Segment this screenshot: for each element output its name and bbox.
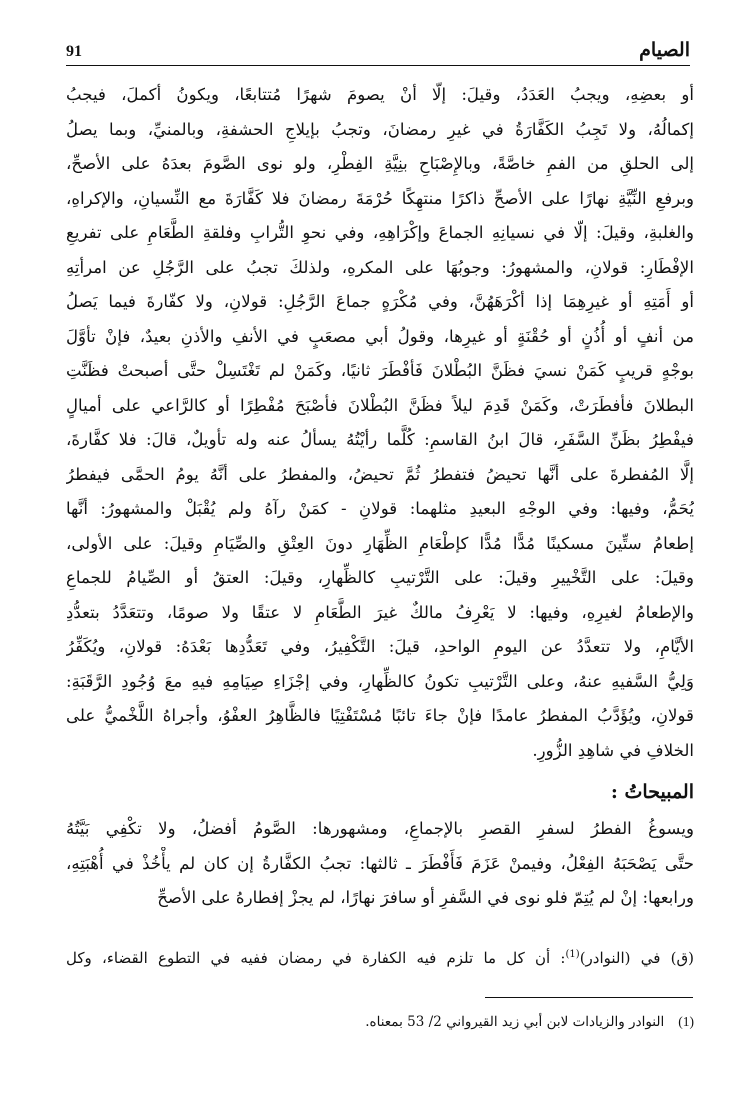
text-line: إلى الحلقِ من الفمِ خاصَّةً، وبالإِصْبَاحِ بنِيَّةِ الفِطْرِ، ولو نوى الصَّومَ بعدَهُ على الأصحِّ، [66,154,694,173]
text-line: الخلافِ في شاهِدِ الزُّورِ. [532,740,694,760]
paragraph-1 [66,78,694,768]
text-line: وبرفعِ النِّيَّةِ نهارًا على الأصحِّ ذاكرًا منتهِكًا حُرْمَةَ رمضانَ فلا كَفَّارَةَ مع النِّسيانِ، والإكراهِ، [66,188,694,208]
text-line: إلَّا المُفطرةَ على أنَّها تحيضُ فتفطرُ ثُمَّ تحيضُ، والمفطرُ على أنَّهُ يومُ الحمَّى فيفطرُ [66,464,694,484]
running-header [66,36,690,66]
text-line: يُحَمُّ، وفيها: وفي الوجْهِ البعيدِ مثلهما: قولانِ - كمَنْ رآهُ ولم يُقْبَلْ والمشهورُ: أنَّها [66,499,694,518]
footnote-divider [485,997,693,998]
main-text [66,78,694,916]
text-line: البطلانَ فأفطَرَتْ، وكَمَنْ قَدِمَ ليلاً فظَنَّ البُطْلانَ فأصْبَحَ مُفْطِرًا أو كالرَّاعي على أميالٍ [66,395,694,415]
footnote-number: (1) [678,1014,694,1029]
text-line: من أنفٍ أو أُذُنٍ أو حُقْنَةٍ أو غيرِها، وقولُ أبي مصعَبٍ في الأنفِ والأذنِ بعيدٌ، فإنْ تأوَّلَ [66,326,694,346]
note-marker: (ق) [670,949,694,967]
footnote-text: النوادر والزيادات لابن أبي زيد القيرواني 2/ 53 بمعناه. [365,1014,665,1030]
note-text: : أن كل ما تلزم فيه الكفارة في رمضان ففيه في التطوع القضاء، وكل [66,949,566,967]
footnote [66,1010,694,1034]
text-line: وقيلَ: على التَّخْييرِ وقيلَ: على التَّرْتيبِ كالظِّهارِ، وقيلَ: العتقُ أو الصِّيامُ للجماعِ [66,568,694,587]
text-line: والإطعامُ لغيرِهِ، وفيها: لا يَعْرِفُ مالكٌ غيرَ الطَّعَامِ لا عتقًا ولا صومًا، وتتعَدَّدُ بتعدُّدِ [66,602,694,622]
text-line: أو بعضِهِ، ويجبُ العَدَدُ، وقيلَ: إلّا أنْ يصومَ شهرًا مُتتابعًا، ويكونُ أكملَ، فيجبُ [66,85,694,104]
text-line: ورابعها: إنْ لم يُتِمّ فلو نوى في السَّفرِ أو سافرَ نهارًا، لم يجزْ إفطارهُ على الأصحِّ [157,888,694,907]
text-line: والغلبةِ، وقيلَ: إلّا في نسيانِهِ الجماعَ وإكْرَاهِهِ، وفي نحوِ التُّرابِ وفلقةِ الطَّعَامِ على تفريعِ [66,223,694,242]
text-line: فيفْطِرُ بظَنِّ السَّفَرِ، قالَ ابنُ القاسمِ: كُلَّما رأيْتُهُ يسألُ عنه وله تأويلٌ، قالَ: فلا كفَّارةَ، [66,430,694,449]
text-line: إطعامُ ستِّينَ مسكينًا مُدًّا مُدًّا كإطْعَامِ الظِّهَارِ دونَ العِتْقِ والصِّيَامِ وقيلَ: على الأولى، [66,533,694,553]
text-line: حتَّى يَصْحَبَهُ الفِعْلُ، وفيمنْ عَزَمَ فَأَفْطَرَ ـ ثالثها: تجبُ الكفَّارةُ إن كان لم يأْخُذْ في أُهْبَتِهِ، [66,853,694,873]
page-number: 91 [66,43,82,60]
text-line: الأيَّامِ، ولا تتعدَّدُ عن اليومِ الواحدِ، قيلَ: التَّكْفِيرُ، وفي تَعَدُّدِها بَعْدَهُ: قولانِ، ويُكَفِّرُ [66,637,694,656]
paragraph-2 [66,812,694,916]
text-line: وَلِيُّ السَّفيهِ عنهُ، وعلى التَّرْتيبِ تكونُ كالظِّهارِ، وفي إجْزَاءِ صِيَامِهِ فيهِ معَ وُجُودِ الرَّقَبَةِ: [66,671,694,691]
text-line: أو أَمَتِهِ أو غيرِهِمَا إذا أكْرَهَهُنَّ، وفي مُكْرَهٍ جماعَ الرَّجُلِ: قولانِ، ولا كفّارةَ فيما يَصلُ [66,292,694,311]
chapter-title: الصيام [639,39,690,61]
note-source: في (النوادر) [579,949,661,967]
text-line: قولانِ، ويُؤَدَّبُ المفطرُ عامدًا فإنْ جاءَ تائبًا مُسْتَفْتِيًا فالظَّاهِرُ العفْوُ، وأجراهُ اللَّخْميُّ على [66,706,694,725]
section-heading: المبيحاتُ : [610,781,694,803]
text-line: بوجْهٍ قريبٍ كَمَنْ نسيَ فظَنَّ البُطْلانَ فَأفْطَرَ ثانيًا، وكَمَنْ لم تَغْتَسِلْ حتَّى أصبحتْ فظَنَّتِ [66,361,694,380]
text-line: ويسوغُ الفطرُ لسفرِ القصرِ بالإجماعِ، ومشهورها: الصَّومُ أفضلُ، ولا تكْفِي بَيَّتُهُ [66,819,694,838]
footnote-ref[interactable]: (1) [565,949,580,960]
editor-note [66,944,694,972]
text-line: إكمالُهُ، ولا تَجِبُ الكَفَّارَةُ في غيرِ رمضانَ، وتجبُ بإيلاجِ الحشفةِ، وبالمنيِّ، وبما يصلُ [66,119,694,139]
text-line: الإفْطَارِ: قولانِ، والمشهورُ: وجوبُهَا على المكرهِ، ولذلكَ تجبُ على الرَّجُلِ عن امرأتِهِ [66,257,694,277]
